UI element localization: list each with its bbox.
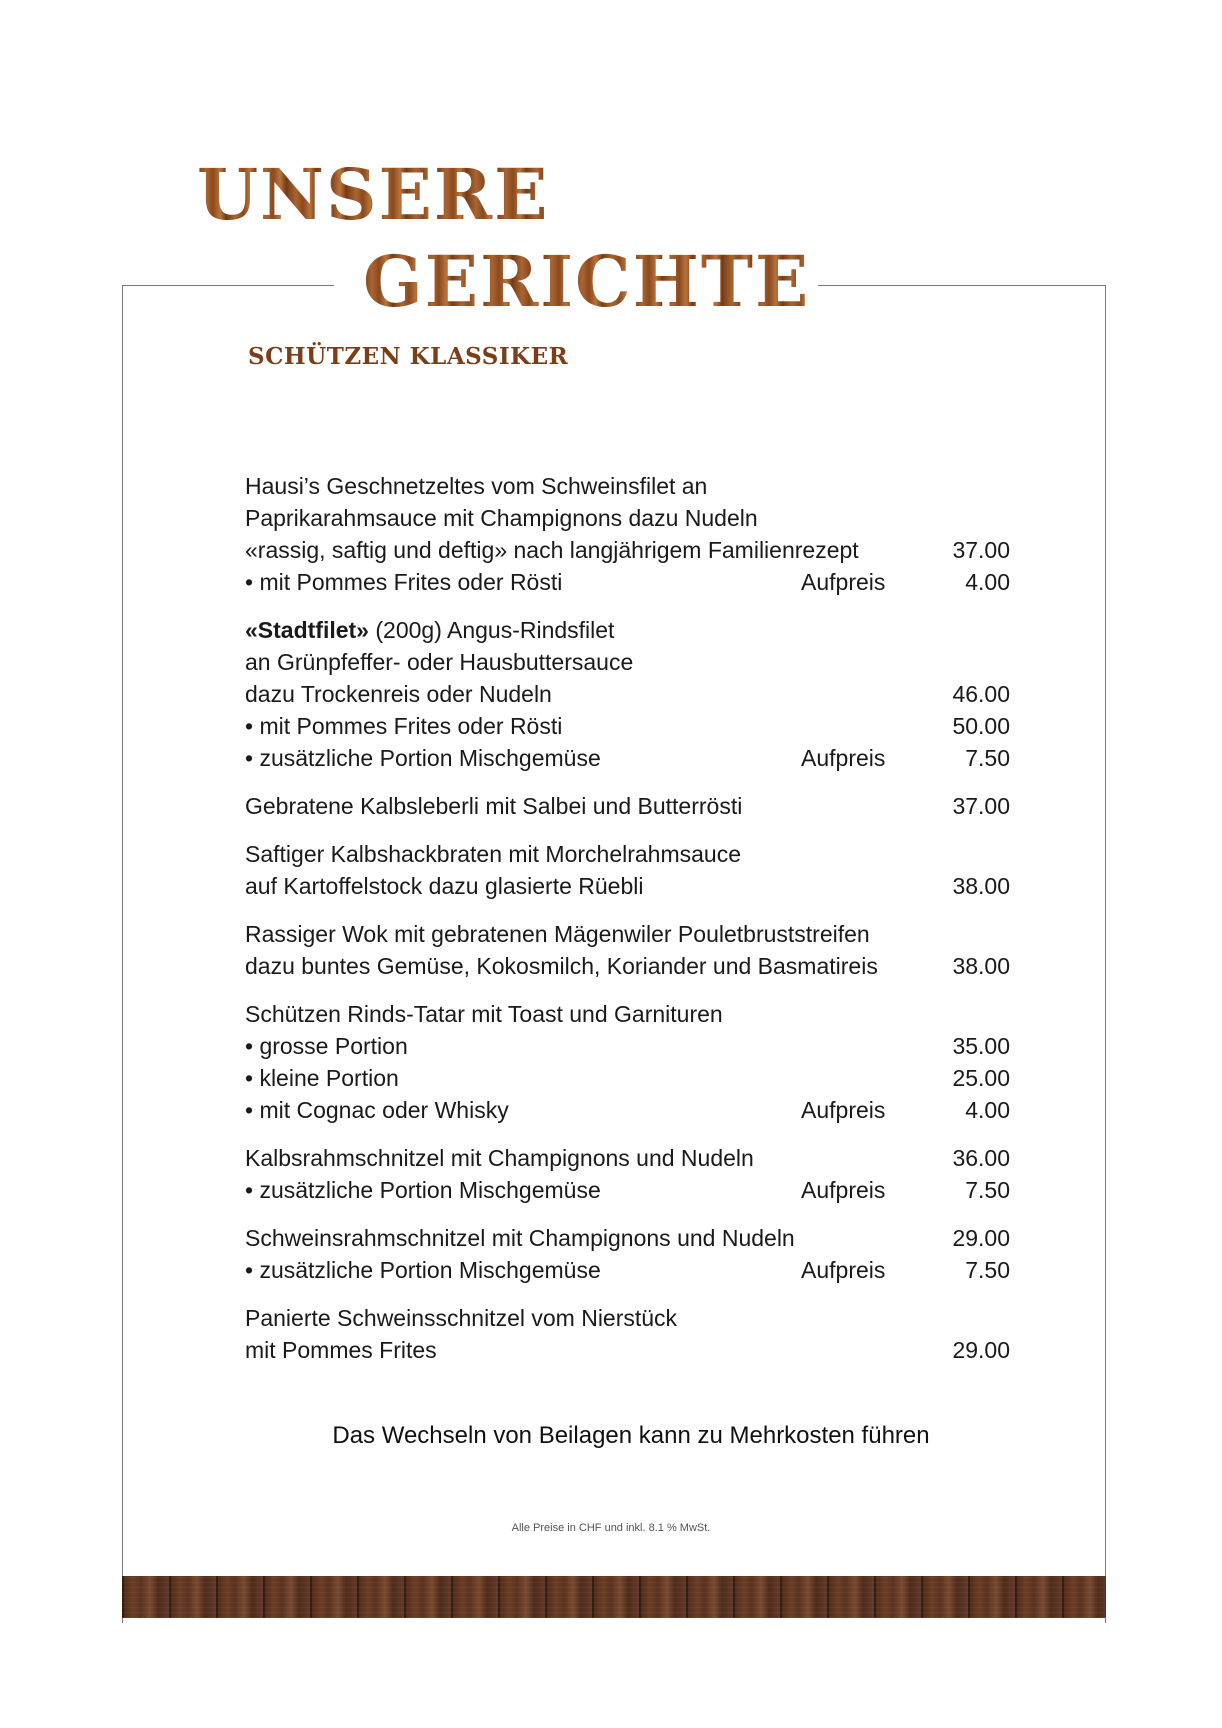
dish-text: • mit Pommes Frites oder Rösti bbox=[245, 569, 563, 595]
dish-text: Gebratene Kalbsleberli mit Salbei und Butterrösti bbox=[245, 793, 743, 819]
dish-text: • kleine Portion bbox=[245, 1065, 399, 1091]
section-subtitle: SCHÜTZEN KLASSIKER bbox=[248, 343, 569, 370]
title-line-2: GERICHTE bbox=[363, 240, 811, 323]
dish-line bbox=[245, 1302, 1010, 1334]
wood-grain-texture bbox=[122, 1576, 1106, 1618]
dish-line bbox=[245, 1334, 1010, 1366]
dish-item bbox=[245, 998, 1010, 1126]
dish-description bbox=[245, 1142, 754, 1174]
dish-line bbox=[245, 790, 1010, 822]
dish-line bbox=[245, 870, 1010, 902]
dish-line bbox=[245, 1222, 1010, 1254]
dish-price: 7.50 bbox=[965, 745, 1010, 771]
dish-text: dazu buntes Gemüse, Kokosmilch, Koriander und Basmatireis bbox=[245, 953, 878, 979]
dish-item bbox=[245, 614, 1010, 774]
dish-price: 7.50 bbox=[965, 1177, 1010, 1203]
dish-text: Rassiger Wok mit gebratenen Mägenwiler Pouletbruststreifen bbox=[245, 921, 870, 947]
dish-price: 46.00 bbox=[952, 681, 1010, 707]
dish-description bbox=[245, 534, 859, 566]
side-dish-note: Das Wechseln von Beilagen kann zu Mehrkosten führen bbox=[332, 1422, 930, 1449]
dish-description bbox=[245, 1030, 408, 1062]
dish-text: Paprikarahmsauce mit Champignons dazu Nudeln bbox=[245, 505, 758, 531]
surcharge-label: Aufpreis bbox=[801, 1257, 886, 1283]
dish-text: Schweinsrahmschnitzel mit Champignons und Nudeln bbox=[245, 1225, 795, 1251]
dish-price: 7.50 bbox=[965, 1257, 1010, 1283]
dish-price: 37.00 bbox=[952, 793, 1010, 819]
dish-text: Hausi’s Geschnetzeltes vom Schweinsfilet an bbox=[245, 473, 708, 499]
dish-line bbox=[245, 838, 1010, 870]
dish-description bbox=[245, 614, 614, 646]
dish-text: • zusätzliche Portion Mischgemüse bbox=[245, 745, 601, 771]
dish-description bbox=[245, 790, 742, 822]
dish-price: 38.00 bbox=[952, 953, 1010, 979]
dish-description bbox=[245, 1302, 677, 1334]
dish-description bbox=[245, 838, 741, 870]
dish-price: 36.00 bbox=[952, 1145, 1010, 1171]
surcharge-label: Aufpreis bbox=[801, 745, 886, 771]
dish-description bbox=[245, 710, 562, 742]
dish-description bbox=[245, 950, 878, 982]
dish-line bbox=[245, 1142, 1010, 1174]
dish-text: • grosse Portion bbox=[245, 1033, 408, 1059]
surcharge-label: Aufpreis bbox=[801, 1097, 886, 1123]
dish-item bbox=[245, 790, 1010, 822]
dish-text: (200g) Angus-Rindsfilet bbox=[368, 617, 615, 643]
dish-item bbox=[245, 838, 1010, 902]
dish-line bbox=[245, 470, 1010, 502]
dish-text: Panierte Schweinsschnitzel vom Nierstück bbox=[245, 1305, 678, 1331]
dish-description bbox=[245, 1094, 509, 1126]
dish-price: 4.00 bbox=[965, 1097, 1010, 1123]
dish-item bbox=[245, 1142, 1010, 1206]
dish-description bbox=[245, 918, 870, 950]
dish-price: 25.00 bbox=[952, 1065, 1010, 1091]
dish-description bbox=[245, 470, 707, 502]
dish-text: • mit Pommes Frites oder Rösti bbox=[245, 713, 563, 739]
price-footnote: Alle Preise in CHF und inkl. 8.1 % MwSt. bbox=[511, 1522, 711, 1534]
dish-line bbox=[245, 918, 1010, 950]
dish-description bbox=[245, 870, 643, 902]
dish-item bbox=[245, 470, 1010, 598]
dish-price: 38.00 bbox=[952, 873, 1010, 899]
dish-line bbox=[245, 566, 1010, 598]
dish-description bbox=[245, 742, 601, 774]
dish-name-bold: «Stadtfilet» bbox=[245, 617, 369, 643]
dish-text: auf Kartoffelstock dazu glasierte Rüebli bbox=[245, 873, 644, 899]
surcharge-label: Aufpreis bbox=[801, 569, 886, 595]
dish-item bbox=[245, 918, 1010, 982]
dish-text: • zusätzliche Portion Mischgemüse bbox=[245, 1257, 601, 1283]
dish-item bbox=[245, 1222, 1010, 1286]
dish-line bbox=[245, 1254, 1010, 1286]
dish-line bbox=[245, 710, 1010, 742]
dish-description bbox=[245, 1254, 601, 1286]
dish-text: dazu Trockenreis oder Nudeln bbox=[245, 681, 552, 707]
dish-line bbox=[245, 998, 1010, 1030]
dish-description bbox=[245, 1222, 795, 1254]
dish-text: «rassig, saftig und deftig» nach langjährigem Familienrezept bbox=[245, 537, 859, 563]
dish-description bbox=[245, 678, 552, 710]
dish-description bbox=[245, 646, 633, 678]
dish-description bbox=[245, 1062, 399, 1094]
dish-text: • mit Cognac oder Whisky bbox=[245, 1097, 509, 1123]
dish-description bbox=[245, 502, 758, 534]
dish-line bbox=[245, 1030, 1010, 1062]
dish-price: 37.00 bbox=[952, 537, 1010, 563]
dish-description bbox=[245, 1174, 601, 1206]
title-line-1: UNSERE bbox=[197, 153, 550, 236]
dish-line bbox=[245, 614, 1010, 646]
surcharge-label: Aufpreis bbox=[801, 1177, 886, 1203]
dish-price: 4.00 bbox=[965, 569, 1010, 595]
dish-line bbox=[245, 534, 1010, 566]
dish-text: Schützen Rinds-Tatar mit Toast und Garnituren bbox=[245, 1001, 723, 1027]
dish-text: Kalbsrahmschnitzel mit Champignons und Nudeln bbox=[245, 1145, 754, 1171]
dish-price: 29.00 bbox=[952, 1337, 1010, 1363]
dish-text: an Grünpfeffer- oder Hausbuttersauce bbox=[245, 649, 634, 675]
dish-line bbox=[245, 742, 1010, 774]
dish-line bbox=[245, 678, 1010, 710]
dish-description bbox=[245, 566, 562, 598]
dish-line bbox=[245, 1062, 1010, 1094]
dish-line bbox=[245, 646, 1010, 678]
dish-text: mit Pommes Frites bbox=[245, 1337, 437, 1363]
dish-price: 35.00 bbox=[952, 1033, 1010, 1059]
wood-footer-strip bbox=[122, 1576, 1106, 1618]
dish-line bbox=[245, 1174, 1010, 1206]
dish-item bbox=[245, 1302, 1010, 1366]
dish-description bbox=[245, 998, 723, 1030]
dish-line bbox=[245, 1094, 1010, 1126]
dish-price: 29.00 bbox=[952, 1225, 1010, 1251]
dish-text: • zusätzliche Portion Mischgemüse bbox=[245, 1177, 601, 1203]
dish-line bbox=[245, 502, 1010, 534]
dish-description bbox=[245, 1334, 437, 1366]
dish-text: Saftiger Kalbshackbraten mit Morchelrahmsauce bbox=[245, 841, 742, 867]
dish-price: 50.00 bbox=[952, 713, 1010, 739]
dish-line bbox=[245, 950, 1010, 982]
dish-list bbox=[245, 470, 1010, 1382]
